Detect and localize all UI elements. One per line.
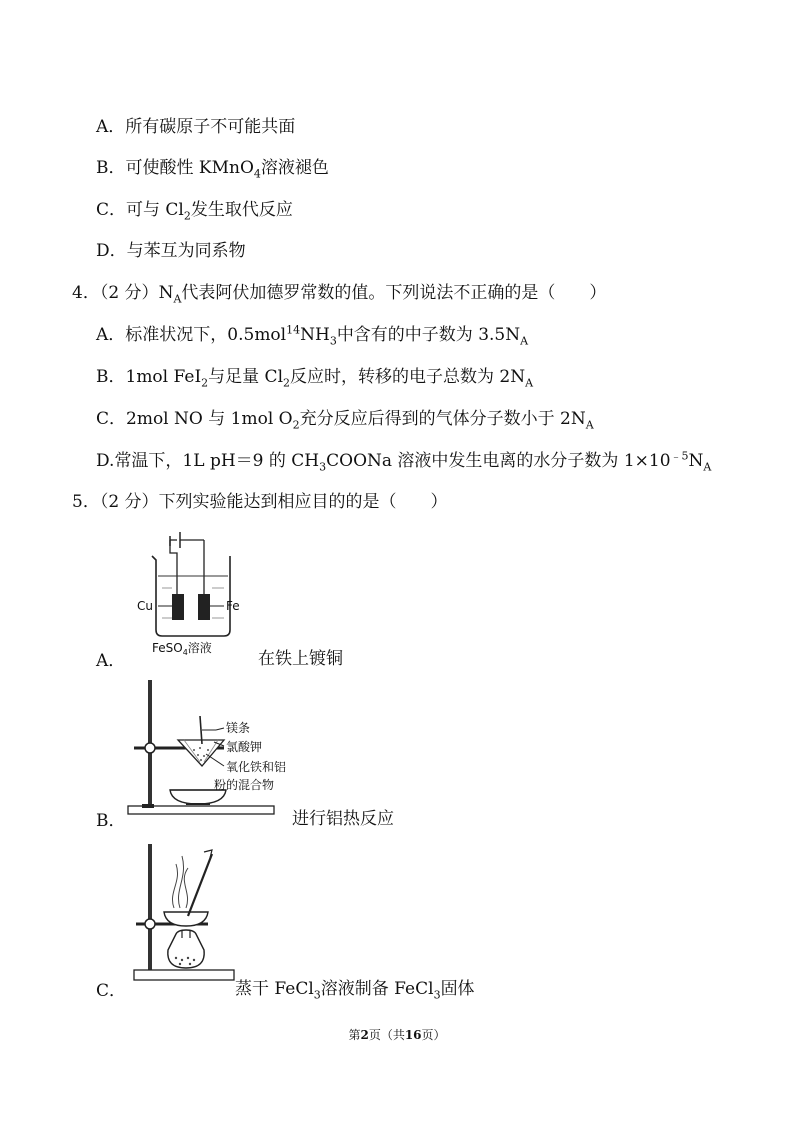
subscript: A [703,460,712,474]
q5-stem [72,491,448,513]
q3-option-d [96,240,246,262]
option-letter: D. [96,451,115,471]
option-text: 充分反应后得到的气体分子数小于 2N [299,409,586,429]
question-text: 下列实验能达到相应目的的是（ ） [158,492,448,512]
option-text: 所有碳原子不可能共面 [125,117,296,137]
question-score: （2 分） [99,492,159,512]
question-number: 5． [72,492,100,512]
na-symbol: N [158,283,174,303]
superscript: ﹣5 [670,449,689,463]
subscript: 3 [329,334,337,348]
subscript: A [525,376,534,390]
label-mixture-line1: 氧化铁和铝 [226,760,287,774]
subscript: 4 [253,167,261,181]
subscript: 2 [201,376,209,390]
option-text: N [688,451,704,471]
option-letter: B． [96,158,126,178]
option-letter: A． [96,325,126,345]
label-magnesium: 镁条 [226,721,251,735]
solution-sub: 4 [182,648,188,657]
caption-text: 溶液制备 FeCl [320,979,434,999]
q4-stem [72,282,606,304]
option-letter: C． [96,200,127,220]
option-text: 与足量 Cl [208,367,284,387]
page-footer [0,1026,794,1043]
q3-option-c [96,199,293,221]
footer-text: 页） [421,1028,446,1042]
subscript: 3 [319,460,327,474]
q3-option-a [96,116,295,138]
superscript: 14 [286,323,301,337]
total-pages: 16 [404,1028,422,1042]
option-letter: A． [96,117,126,137]
subscript: 2 [292,418,300,432]
option-text: 与苯互为同系物 [126,241,246,261]
option-text: 可使酸性 KMnO [125,158,254,178]
q4-option-d [96,450,711,472]
q5-option-b-letter: B． [96,811,126,831]
q4-option-a [96,324,528,346]
solution-name: FeSO [152,641,183,655]
question-text: 代表阿伏加德罗常数的值。下列说法不正确的是（ ） [181,283,607,303]
option-text: 中含有的中子数为 3.5N [336,325,521,345]
option-letter: C． [96,409,127,429]
solution-tail: 溶液 [187,641,212,655]
solution-label [152,640,212,657]
option-letter: D． [96,241,127,261]
q5-option-a-caption: 在铁上镀铜 [258,649,343,669]
footer-text: 页（共 [368,1028,405,1042]
option-letter: B． [96,367,126,387]
caption-text: 固体 [440,979,475,999]
label-mixture-line2: 粉的混合物 [214,778,275,792]
q3-option-b [96,157,329,179]
option-text: 发生取代反应 [190,200,293,220]
option-text: 溶液褪色 [260,158,329,178]
caption-text: 蒸干 FeCl [235,979,314,999]
cu-label: Cu [137,599,153,613]
evaporation-figure [130,842,240,992]
footer-text: 第 [348,1028,361,1042]
q4-option-b [96,366,533,388]
page-number: 2 [360,1028,369,1042]
option-text: 1mol FeI [125,367,202,387]
q4-option-c [96,408,594,430]
q5-option-a-letter: A． [96,651,126,671]
electroplating-figure [122,528,262,658]
subscript: 2 [283,376,291,390]
subscript: 3 [433,988,441,1002]
question-score: （2 分） [99,283,159,303]
thermite-figure [120,678,290,823]
fe-electrode [198,594,210,620]
subscript: A [520,334,529,348]
q5-option-c-letter: C． [96,981,127,1001]
option-text: 2mol NO 与 1mol O [126,409,293,429]
option-text: NH [300,325,330,345]
subscript: A [585,418,594,432]
question-number: 4． [72,283,100,303]
q5-option-c-caption [235,974,475,1002]
label-potassium-chlorate: 氯酸钾 [226,740,263,754]
option-text: 可与 Cl [126,200,184,220]
subscript: 2 [183,209,191,223]
q5-option-b-caption: 进行铝热反应 [292,809,394,829]
subscript: 3 [313,988,321,1002]
option-text: COONa 溶液中发生电离的水分子数为 1×10 [326,451,671,471]
fe-label: Fe [226,599,240,613]
option-text: 反应时，转移的电子总数为 2N [290,367,526,387]
cu-electrode [172,594,184,620]
option-text: 标准状况下，0.5mol [125,325,287,345]
subscript: A [173,292,182,306]
option-text: 常温下，1L pH＝9 的 CH [114,451,320,471]
